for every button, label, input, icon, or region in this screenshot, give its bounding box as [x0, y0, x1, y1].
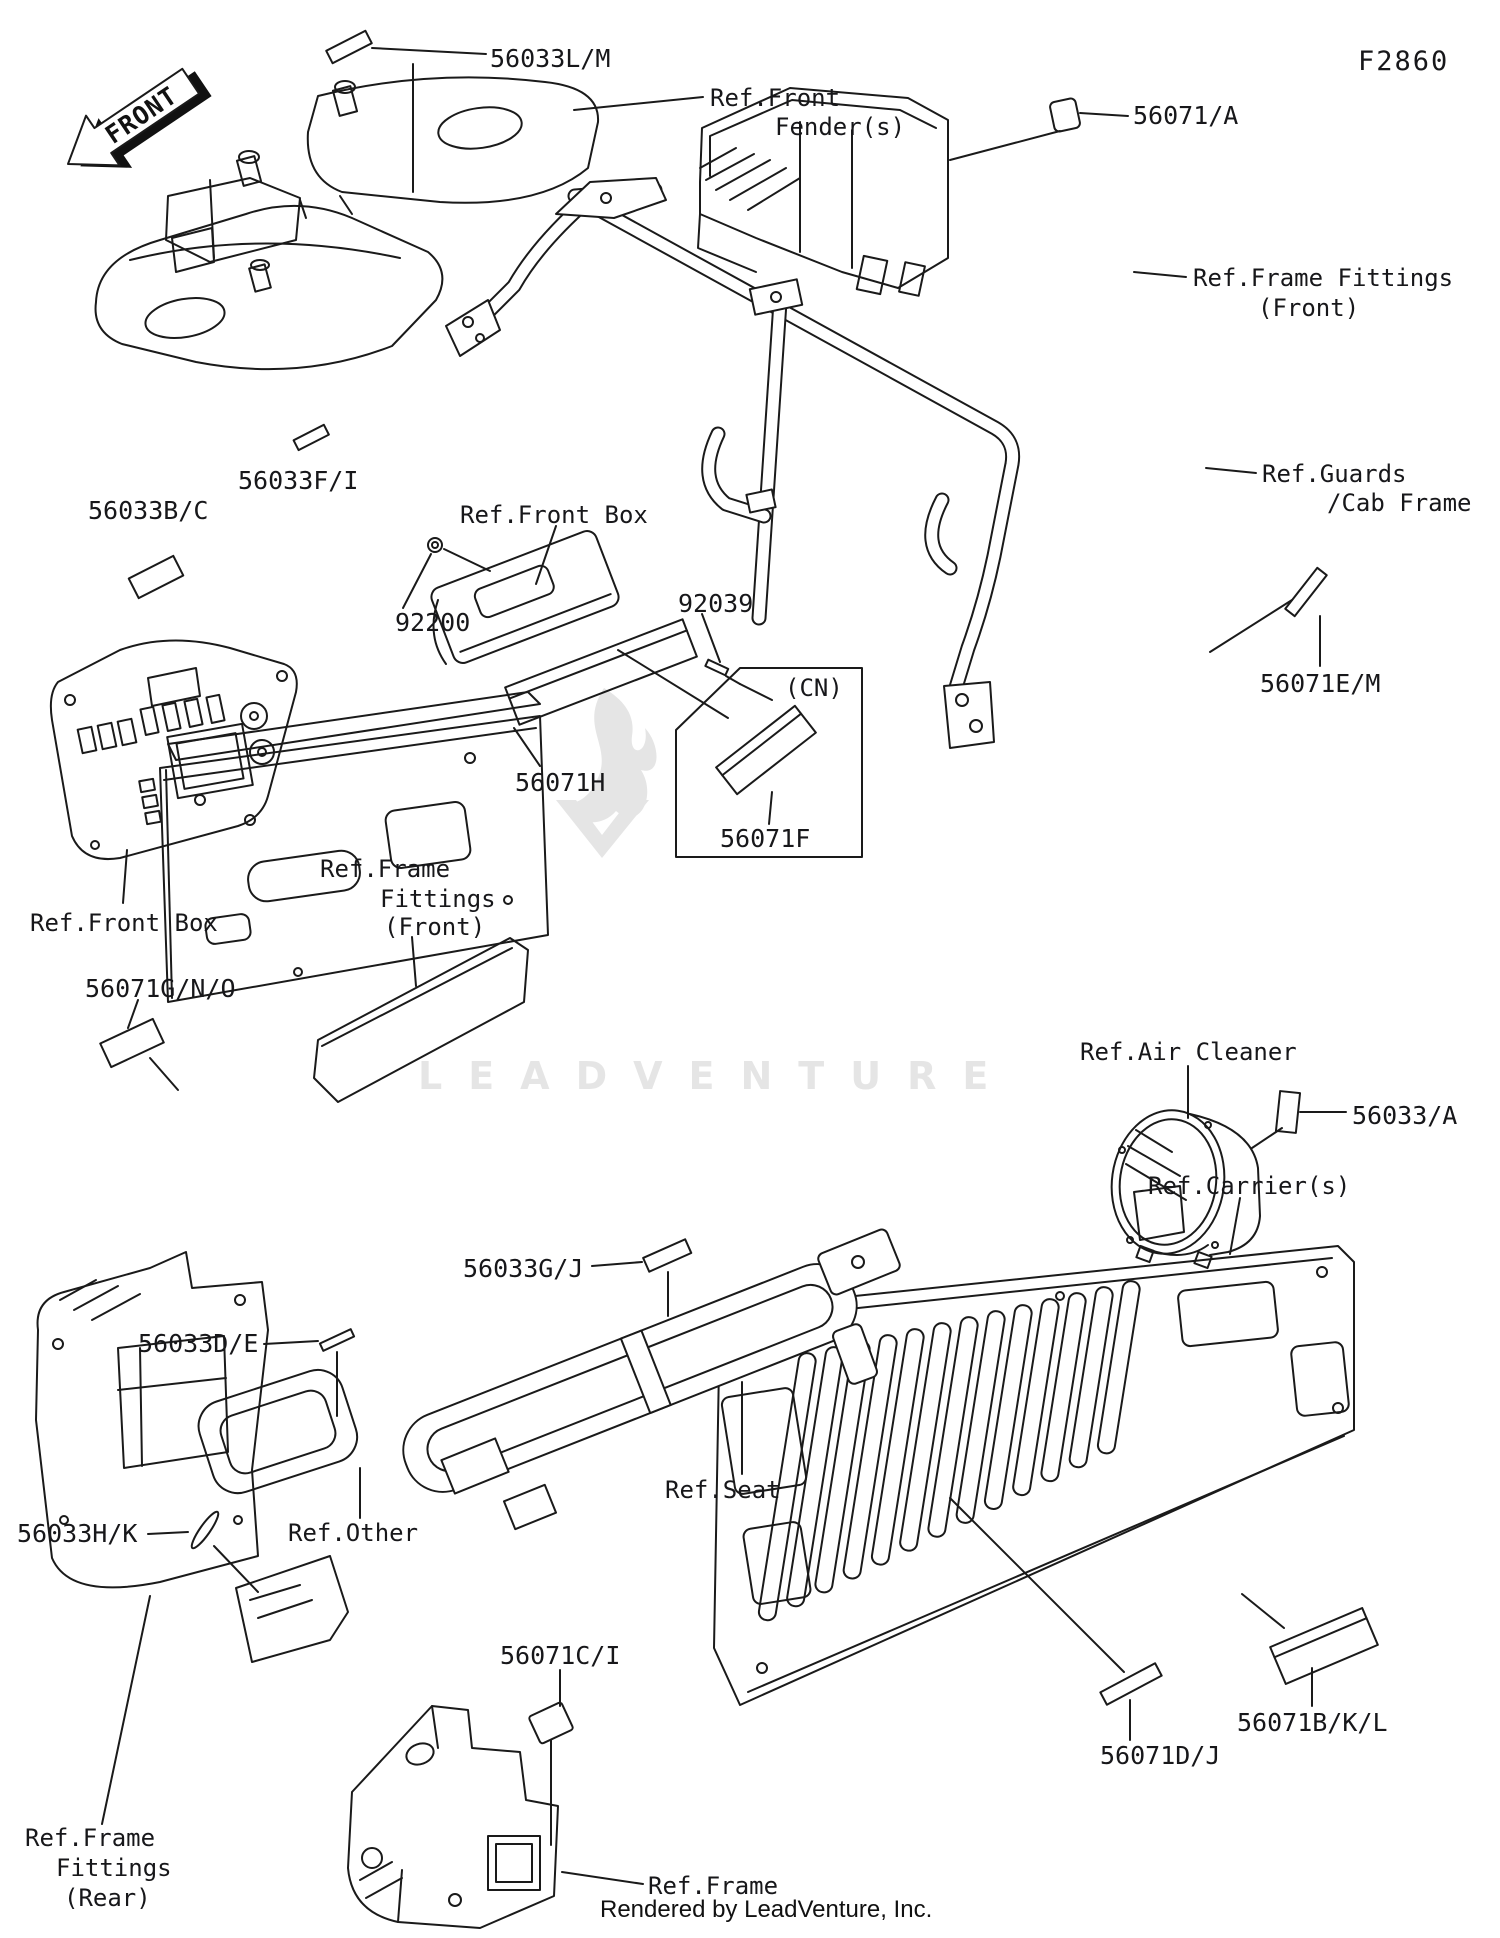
ref-label-frame-fittings-rear-line3[interactable]: (Rear)	[64, 1884, 151, 1912]
part-label-56033g-j[interactable]: 56033G/J	[463, 1254, 584, 1283]
decal-56071g-n-o	[100, 1019, 164, 1067]
grommet-92200-icon	[428, 538, 442, 552]
decal-56071d-j	[1100, 1663, 1161, 1704]
part-label-56071b-k-l[interactable]: 56071B/K/L	[1237, 1708, 1388, 1737]
cn-note: (CN)	[785, 674, 843, 702]
part-label-92200[interactable]: 92200	[395, 608, 471, 637]
decal-56033d-e	[320, 1329, 354, 1351]
ref-label-frame-fittings-front-line1[interactable]: Ref.Frame Fittings	[1193, 264, 1454, 292]
screw-92039-icon	[705, 660, 772, 700]
decal-56071b-k-l	[1270, 1608, 1378, 1684]
watermark-text: LEADVENTURE	[418, 1054, 1015, 1098]
ref-label-guards-line2[interactable]: /Cab Frame	[1327, 489, 1472, 517]
ref-label-frame-fittings-rear-line2[interactable]: Fittings	[56, 1854, 172, 1882]
hk-part-drawing	[236, 1556, 348, 1662]
part-label-56071f[interactable]: 56071F	[720, 824, 811, 853]
decal-56033f-i	[294, 425, 329, 450]
decal-56071c-i	[528, 1702, 573, 1744]
ref-label-air-cleaner[interactable]: Ref.Air Cleaner	[1080, 1038, 1297, 1066]
part-label-56033f-i[interactable]: 56033F/I	[238, 466, 359, 495]
rendered-by-footer: Rendered by LeadVenture, Inc.	[600, 1896, 933, 1923]
decal-56033-a	[1276, 1091, 1300, 1133]
part-label-56071e-m[interactable]: 56071E/M	[1260, 669, 1381, 698]
part-label-92039[interactable]: 92039	[678, 589, 754, 618]
front-arrow-label: FRONT	[99, 80, 183, 150]
page-code: F2860	[1358, 46, 1450, 77]
ref-label-frame[interactable]: Ref.Frame	[648, 1872, 779, 1900]
decal-56071e-m	[1285, 568, 1326, 616]
part-label-56071g-n-o[interactable]: 56071G/N/O	[85, 974, 236, 1003]
decal-56033l-m	[326, 31, 372, 63]
front-box-console-drawing	[51, 640, 297, 859]
ref-label-frame-fittings-rear-line1[interactable]: Ref.Frame	[25, 1824, 156, 1852]
part-label-56071d-j[interactable]: 56071D/J	[1100, 1741, 1221, 1770]
part-label-56033h-k[interactable]: 56033H/K	[17, 1519, 138, 1548]
hitch-frame-drawing	[348, 1706, 558, 1928]
ref-label-front-fenders-line1[interactable]: Ref.Front	[710, 84, 841, 112]
part-label-56033-a[interactable]: 56033/A	[1352, 1101, 1458, 1130]
ref-label-front-box-lower[interactable]: Ref.Front Box	[30, 909, 218, 937]
ref-label-front-box-upper[interactable]: Ref.Front Box	[460, 501, 648, 529]
decal-56033h-k	[188, 1509, 221, 1551]
part-label-56033b-c[interactable]: 56033B/C	[88, 496, 209, 525]
decal-56033b-c	[129, 556, 184, 598]
decal-56071f	[716, 706, 816, 794]
part-label-56071c-i[interactable]: 56071C/I	[500, 1641, 621, 1670]
ref-label-front-fenders-line2[interactable]: Fender(s)	[775, 113, 906, 141]
front-arrow-icon	[51, 51, 220, 196]
part-label-56033d-e[interactable]: 56033D/E	[138, 1329, 259, 1358]
ref-label-frame-fittings-mid-line3[interactable]: (Front)	[384, 913, 486, 941]
part-label-56071h[interactable]: 56071H	[515, 768, 606, 797]
decal-56071-a	[1049, 98, 1081, 133]
part-label-56033l-m[interactable]: 56033L/M	[490, 44, 611, 73]
ref-label-other[interactable]: Ref.Other	[288, 1519, 419, 1547]
ref-label-frame-fittings-front-line2[interactable]: (Front)	[1258, 294, 1360, 322]
part-label-56071-a[interactable]: 56071/A	[1133, 101, 1239, 130]
ref-label-frame-fittings-mid-line2[interactable]: Fittings	[380, 885, 496, 913]
ref-label-carriers[interactable]: Ref.Carrier(s)	[1148, 1172, 1351, 1200]
seat-latch-pad-drawing	[192, 1363, 364, 1500]
cab-frame-drawing	[446, 178, 1013, 748]
ref-label-frame-fittings-mid-line1[interactable]: Ref.Frame	[320, 855, 451, 883]
ref-label-seat[interactable]: Ref.Seat	[665, 1476, 781, 1504]
ref-label-guards-line1[interactable]: Ref.Guards	[1262, 460, 1407, 488]
decal-56033g-j	[643, 1239, 691, 1271]
